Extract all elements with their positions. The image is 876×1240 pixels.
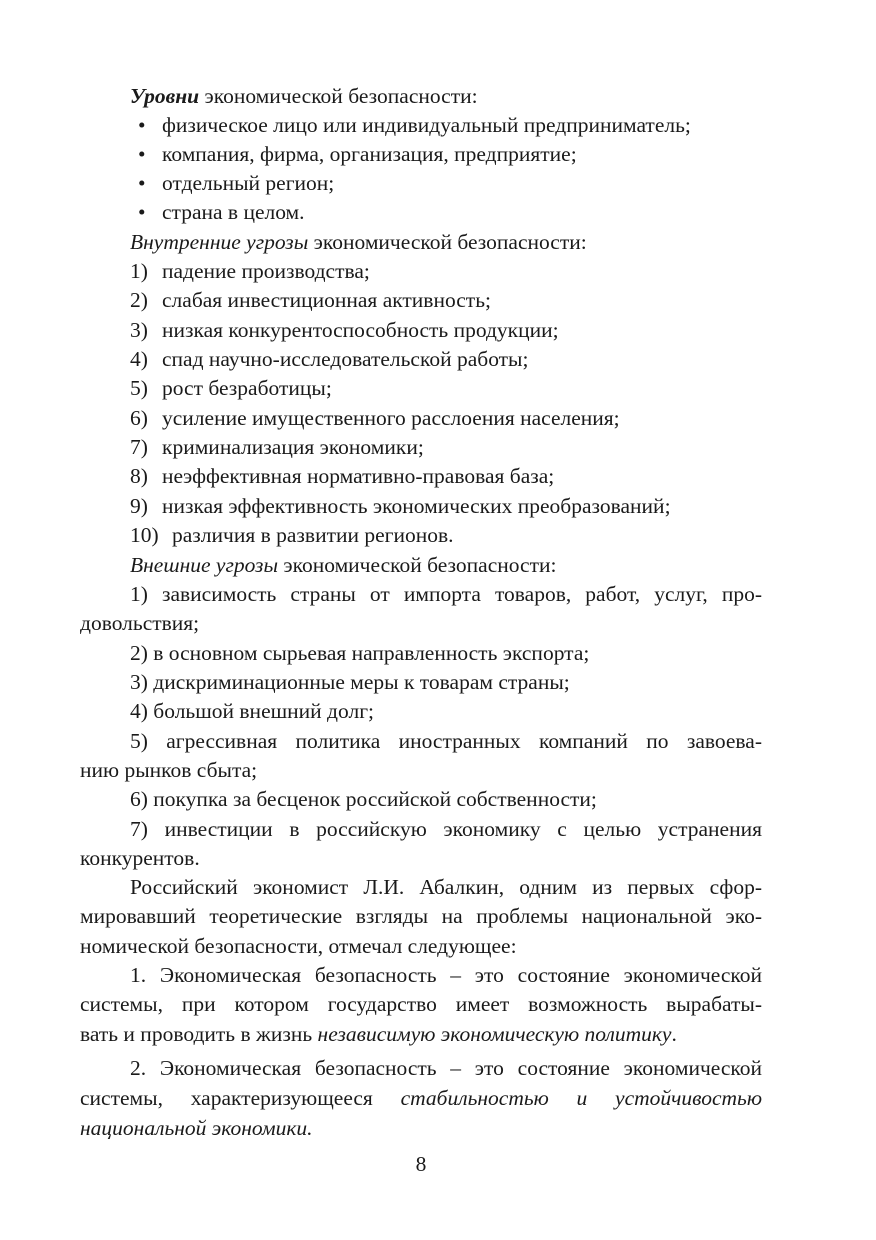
bullet-icon: • <box>138 200 146 224</box>
list-marker: 3) <box>130 318 148 342</box>
paragraph-line <box>80 1020 677 1048</box>
list-item-text: неэффективная нормативно-правовая база; <box>162 464 555 488</box>
def2-emph: стабильностью и устойчивостью <box>400 1086 762 1110</box>
list-marker: 7) <box>130 435 148 459</box>
internal-heading-rest: экономической безопасности: <box>308 230 587 254</box>
list-item-line: 4) большой внешний долг; <box>130 699 374 723</box>
list-item-line: конкурентов. <box>80 846 200 870</box>
external-threats-heading <box>130 551 556 579</box>
list-marker: 8) <box>130 464 148 488</box>
def1-plain: вать и проводить в жизнь <box>80 1022 318 1046</box>
list-marker: 10) <box>130 523 159 547</box>
list-item-text: физическое лицо или индивидуальный предприниматель; <box>162 113 691 137</box>
list-item-line: довольствия; <box>80 611 200 635</box>
levels-heading <box>130 82 478 110</box>
list-marker: 9) <box>130 494 148 518</box>
paragraph-line <box>80 1084 762 1112</box>
paragraph-line: 1. Экономическая безопасность – это состояние экономической <box>130 963 762 987</box>
list-item-line: 3) дискриминационные меры к товарам страны; <box>130 670 570 694</box>
list-marker: 1) <box>130 259 148 283</box>
list-item-text: спад научно-исследовательской работы; <box>162 347 529 371</box>
bullet-icon: • <box>138 171 146 195</box>
paragraph-line: Российский экономист Л.И. Абалкин, одним из первых сфор- <box>130 875 762 899</box>
list-item-line: 1) зависимость страны от импорта товаров, работ, услуг, про- <box>130 582 762 606</box>
list-marker: 4) <box>130 347 148 371</box>
list-marker: 6) <box>130 406 148 430</box>
paragraph-line: мировавший теоретические взгляды на проблемы национальной эко- <box>80 904 762 928</box>
list-item-line: 6) покупка за бесценок российской собственности; <box>130 787 597 811</box>
list-item-text: слабая инвестиционная активность; <box>162 288 491 312</box>
def2-plain: системы, характеризующееся <box>80 1086 401 1110</box>
list-item-text: рост безработицы; <box>162 376 332 400</box>
external-heading-rest: экономической безопасности: <box>278 553 557 577</box>
bullet-icon: • <box>138 113 146 137</box>
list-item-text: падение производства; <box>162 259 370 283</box>
external-heading-emph: Внешние угрозы <box>130 553 279 577</box>
page-number: 8 <box>415 1152 427 1176</box>
list-item-text: низкая конкурентоспособность продукции; <box>162 318 559 342</box>
list-item-text: криминализация экономики; <box>162 435 424 459</box>
internal-threats-heading <box>130 228 587 256</box>
list-item-text: компания, фирма, организация, предприятие; <box>162 142 577 166</box>
levels-heading-emph: Уровни <box>130 84 200 108</box>
internal-heading-emph: Внутренние угрозы <box>130 230 309 254</box>
def1-emph: независимую экономическую политику <box>317 1022 672 1046</box>
list-marker: 5) <box>130 376 148 400</box>
paragraph-line: системы, при котором государство имеет возможность вырабаты- <box>80 992 762 1016</box>
def1-end: . <box>671 1022 677 1046</box>
levels-heading-rest: экономической безопасности: <box>199 84 478 108</box>
bullet-icon: • <box>138 142 146 166</box>
paragraph-line: номической безопасности, отмечал следующее: <box>80 934 517 958</box>
list-item-text: отдельный регион; <box>162 171 335 195</box>
list-item-line: 7) инвестиции в российскую экономику с целью устранения <box>130 817 762 841</box>
list-item-text: низкая эффективность экономических преобразований; <box>162 494 671 518</box>
list-item-text: страна в целом. <box>162 200 305 224</box>
document-page <box>80 0 762 1240</box>
list-item-line: 5) агрессивная политика иностранных компаний по завоева- <box>130 729 762 753</box>
list-item-text: усиление имущественного расслоения населения; <box>162 406 620 430</box>
list-marker: 2) <box>130 288 148 312</box>
list-item-text: различия в развитии регионов. <box>172 523 454 547</box>
list-item-line: 2) в основном сырьевая направленность экспорта; <box>130 641 590 665</box>
paragraph-line: 2. Экономическая безопасность – это состояние экономической <box>130 1056 762 1080</box>
paragraph-line: национальной экономики. <box>80 1116 313 1140</box>
list-item-line: нию рынков сбыта; <box>80 758 258 782</box>
